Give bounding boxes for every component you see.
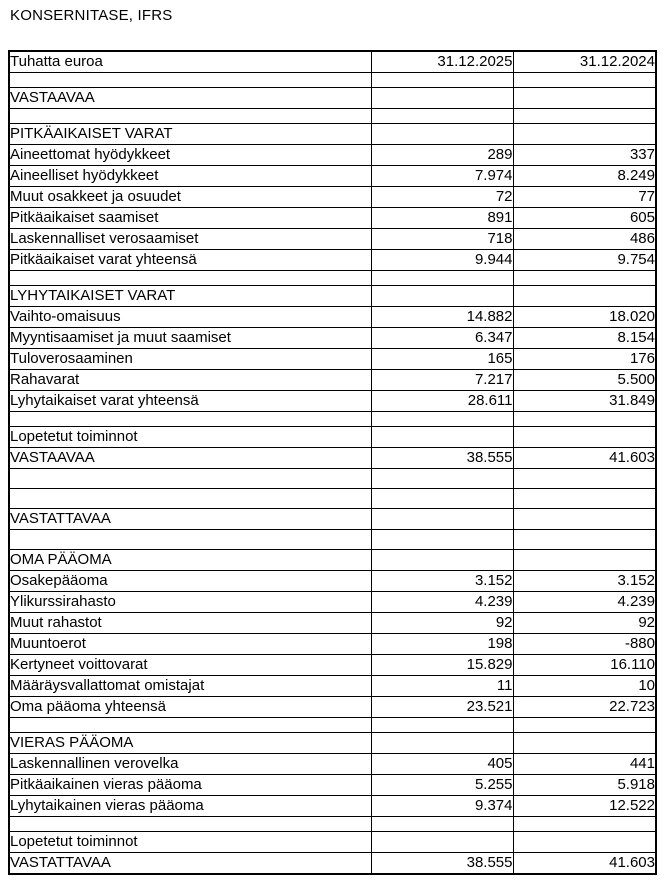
value-2024-cell [513, 469, 656, 489]
value-2025-cell: 405 [371, 754, 513, 775]
item-row [9, 571, 656, 592]
row-label-cell: VASTAAVAA [9, 448, 371, 469]
row-label-cell: Vaihto-omaisuus [9, 307, 371, 328]
row-label-cell: Myyntisaamiset ja muut saamiset [9, 328, 371, 349]
row-label-cell: Lyhytaikaiset varat yhteensä [9, 391, 371, 412]
value-2024-cell: 12.522 [513, 796, 656, 817]
value-2025-cell [371, 469, 513, 489]
value-2025-cell [371, 733, 513, 754]
value-2025-cell: 7.974 [371, 166, 513, 187]
value-2024-cell: 77 [513, 187, 656, 208]
value-2024-cell: 441 [513, 754, 656, 775]
item-row [9, 307, 656, 328]
row-label-cell [9, 718, 371, 733]
row-label-cell: Ylikurssirahasto [9, 592, 371, 613]
section-row [9, 286, 656, 307]
value-2024-cell: 92 [513, 613, 656, 634]
column-header-label: Tuhatta euroa [9, 51, 371, 73]
value-2025-cell: 198 [371, 634, 513, 655]
value-2024-cell: 22.723 [513, 697, 656, 718]
spacer-row [9, 489, 656, 509]
row-label-cell [9, 489, 371, 509]
value-2024-cell: 9.754 [513, 250, 656, 271]
row-label-cell: Osakepääoma [9, 571, 371, 592]
value-2024-cell: -880 [513, 634, 656, 655]
row-label-cell: VIERAS PÄÄOMA [9, 733, 371, 754]
row-label-cell: PITKÄAIKAISET VARAT [9, 124, 371, 145]
value-2024-cell [513, 412, 656, 427]
value-2024-cell: 41.603 [513, 853, 656, 875]
value-2024-cell [513, 530, 656, 550]
spacer-row [9, 109, 656, 124]
value-2025-cell: 891 [371, 208, 513, 229]
value-2025-cell: 14.882 [371, 307, 513, 328]
item-row [9, 754, 656, 775]
value-2025-cell: 9.944 [371, 250, 513, 271]
value-2024-cell [513, 88, 656, 109]
row-label-cell: VASTATTAVAA [9, 509, 371, 530]
row-label-cell: Laskennallinen verovelka [9, 754, 371, 775]
value-2025-cell [371, 832, 513, 853]
header-row [9, 51, 656, 73]
value-2024-cell [513, 427, 656, 448]
row-label-cell: Oma pääoma yhteensä [9, 697, 371, 718]
row-label-cell: OMA PÄÄOMA [9, 550, 371, 571]
item-row [9, 166, 656, 187]
row-label-cell [9, 412, 371, 427]
value-2025-cell: 5.255 [371, 775, 513, 796]
item-row [9, 187, 656, 208]
row-label-cell: VASTATTAVAA [9, 853, 371, 875]
value-2024-cell: 605 [513, 208, 656, 229]
row-label-cell: Rahavarat [9, 370, 371, 391]
item-row [9, 775, 656, 796]
value-2025-cell [371, 817, 513, 832]
spacer-row [9, 271, 656, 286]
spacer-row [9, 412, 656, 427]
value-2024-cell [513, 832, 656, 853]
item-row [9, 370, 656, 391]
value-2025-cell [371, 271, 513, 286]
value-2025-cell [371, 73, 513, 88]
value-2025-cell: 718 [371, 229, 513, 250]
value-2025-cell: 92 [371, 613, 513, 634]
item-row [9, 832, 656, 853]
row-label-cell: Aineettomat hyödykkeet [9, 145, 371, 166]
value-2024-cell: 337 [513, 145, 656, 166]
value-2025-cell [371, 412, 513, 427]
item-row [9, 229, 656, 250]
row-label-cell: Muuntoerot [9, 634, 371, 655]
value-2025-cell: 9.374 [371, 796, 513, 817]
row-label-cell: VASTAAVAA [9, 88, 371, 109]
value-2024-cell [513, 718, 656, 733]
row-label-cell: Kertyneet voittovarat [9, 655, 371, 676]
row-label-cell [9, 469, 371, 489]
column-header-2024: 31.12.2024 [513, 51, 656, 73]
item-row [9, 427, 656, 448]
item-row [9, 613, 656, 634]
item-row [9, 655, 656, 676]
value-2024-cell: 8.154 [513, 328, 656, 349]
value-2025-cell: 6.347 [371, 328, 513, 349]
section-row [9, 124, 656, 145]
row-label-cell: Pitkäaikaiset varat yhteensä [9, 250, 371, 271]
value-2025-cell [371, 509, 513, 530]
value-2025-cell: 38.555 [371, 448, 513, 469]
item-row [9, 796, 656, 817]
page-title: KONSERNITASE, IFRS [10, 7, 173, 24]
row-label-cell [9, 817, 371, 832]
row-label-cell: Tuloverosaaminen [9, 349, 371, 370]
row-label-cell: Muut osakkeet ja osuudet [9, 187, 371, 208]
value-2025-cell: 38.555 [371, 853, 513, 875]
item-row [9, 328, 656, 349]
item-row [9, 391, 656, 412]
row-label-cell: Määräysvallattomat omistajat [9, 676, 371, 697]
row-label-cell: Pitkäaikainen vieras pääoma [9, 775, 371, 796]
value-2025-cell: 23.521 [371, 697, 513, 718]
row-label-cell: Lyhytaikainen vieras pääoma [9, 796, 371, 817]
value-2024-cell: 486 [513, 229, 656, 250]
value-2024-cell [513, 124, 656, 145]
row-label-cell [9, 109, 371, 124]
value-2025-cell: 7.217 [371, 370, 513, 391]
item-row [9, 634, 656, 655]
item-row [9, 349, 656, 370]
row-label-cell [9, 271, 371, 286]
item-row [9, 592, 656, 613]
value-2024-cell: 8.249 [513, 166, 656, 187]
value-2025-cell [371, 530, 513, 550]
row-label-cell: Laskennalliset verosaamiset [9, 229, 371, 250]
value-2024-cell [513, 489, 656, 509]
row-label-cell: Lopetetut toiminnot [9, 832, 371, 853]
item-row [9, 208, 656, 229]
table-body [9, 51, 656, 874]
value-2024-cell: 3.152 [513, 571, 656, 592]
spacer-row [9, 73, 656, 88]
row-label-cell: Pitkäaikaiset saamiset [9, 208, 371, 229]
item-row [9, 145, 656, 166]
item-row [9, 697, 656, 718]
value-2025-cell: 72 [371, 187, 513, 208]
row-label-cell: Aineelliset hyödykkeet [9, 166, 371, 187]
value-2025-cell: 3.152 [371, 571, 513, 592]
value-2025-cell: 4.239 [371, 592, 513, 613]
value-2024-cell: 41.603 [513, 448, 656, 469]
value-2025-cell [371, 427, 513, 448]
value-2024-cell [513, 817, 656, 832]
row-label-cell [9, 73, 371, 88]
section-row [9, 88, 656, 109]
value-2024-cell: 18.020 [513, 307, 656, 328]
value-2024-cell: 4.239 [513, 592, 656, 613]
spacer-row [9, 817, 656, 832]
value-2025-cell [371, 109, 513, 124]
item-row [9, 250, 656, 271]
value-2024-cell [513, 73, 656, 88]
section-row [9, 550, 656, 571]
value-2025-cell: 289 [371, 145, 513, 166]
value-2025-cell: 28.611 [371, 391, 513, 412]
value-2025-cell: 165 [371, 349, 513, 370]
spacer-row [9, 718, 656, 733]
row-label-cell: LYHYTAIKAISET VARAT [9, 286, 371, 307]
value-2025-cell [371, 88, 513, 109]
value-2024-cell [513, 286, 656, 307]
value-2024-cell [513, 271, 656, 286]
value-2024-cell: 5.918 [513, 775, 656, 796]
value-2024-cell [513, 109, 656, 124]
row-label-cell [9, 530, 371, 550]
balance-sheet-table [8, 50, 657, 875]
value-2025-cell [371, 718, 513, 733]
value-2025-cell [371, 550, 513, 571]
value-2024-cell: 176 [513, 349, 656, 370]
spacer-row [9, 469, 656, 489]
value-2024-cell [513, 733, 656, 754]
total-row [9, 853, 656, 875]
value-2025-cell [371, 124, 513, 145]
total-row [9, 448, 656, 469]
value-2025-cell: 15.829 [371, 655, 513, 676]
value-2024-cell: 16.110 [513, 655, 656, 676]
column-header-2025: 31.12.2025 [371, 51, 513, 73]
row-label-cell: Lopetetut toiminnot [9, 427, 371, 448]
value-2024-cell: 5.500 [513, 370, 656, 391]
value-2024-cell [513, 550, 656, 571]
value-2024-cell: 31.849 [513, 391, 656, 412]
item-row [9, 676, 656, 697]
value-2025-cell [371, 489, 513, 509]
spacer-row [9, 530, 656, 550]
value-2024-cell: 10 [513, 676, 656, 697]
value-2025-cell: 11 [371, 676, 513, 697]
value-2024-cell [513, 509, 656, 530]
section-row [9, 733, 656, 754]
row-label-cell: Muut rahastot [9, 613, 371, 634]
section-row [9, 509, 656, 530]
value-2025-cell [371, 286, 513, 307]
